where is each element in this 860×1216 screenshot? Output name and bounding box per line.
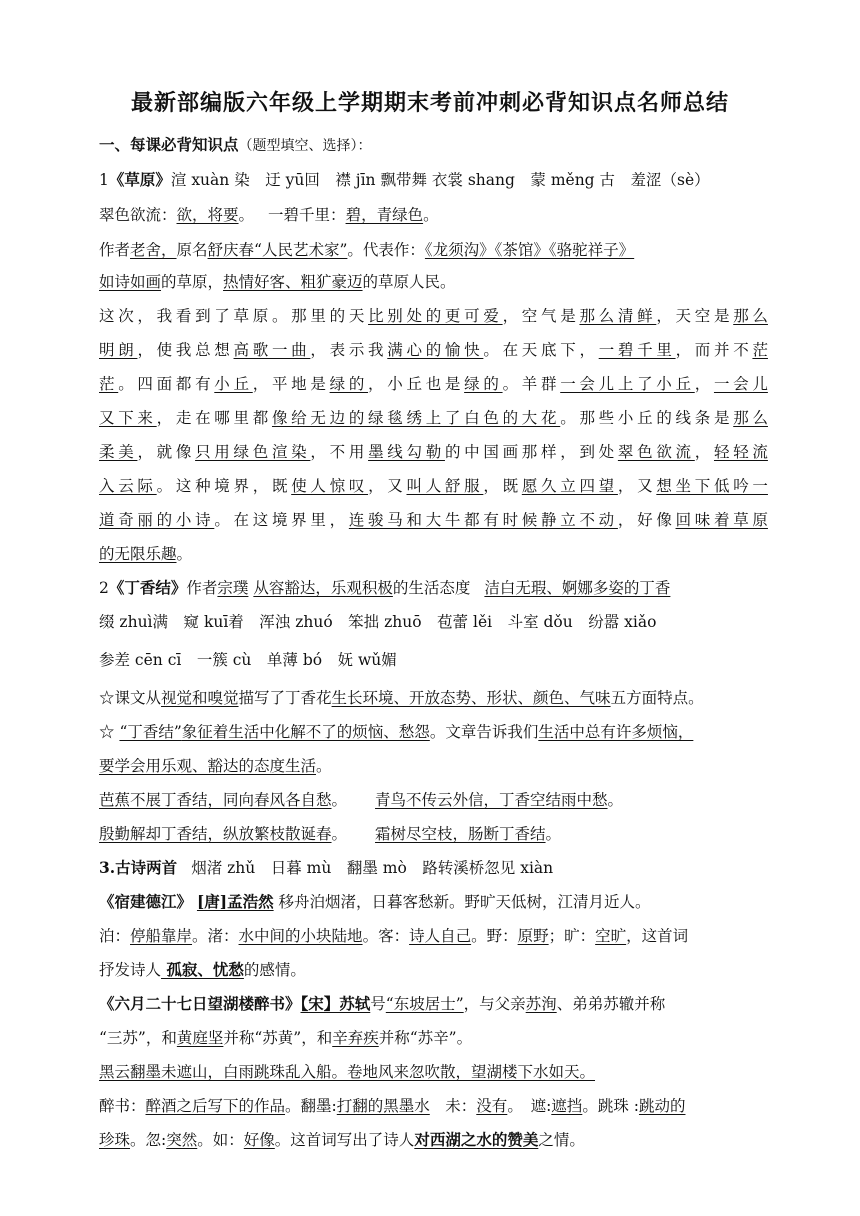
- text: 。: [176, 545, 193, 563]
- lesson2-star-line-2: [99, 720, 768, 742]
- key: 绿的: [329, 375, 369, 393]
- vocab-label: 翠色欲流：: [99, 206, 177, 224]
- key: 空旷: [595, 927, 627, 945]
- key: 墨线勾勒: [368, 443, 445, 461]
- text: ，表示我: [310, 341, 388, 359]
- text: ，好像: [617, 511, 676, 529]
- key: 又下来: [99, 409, 157, 427]
- text: 之情。: [538, 1131, 585, 1149]
- passage-line-2: [99, 338, 768, 360]
- text: 。: [423, 206, 439, 224]
- key: 一碧千里: [598, 341, 676, 359]
- lesson1-number: 1: [99, 171, 109, 189]
- text: 。客：: [362, 927, 410, 945]
- text: 作者: [186, 579, 218, 597]
- key: 原野: [517, 927, 549, 945]
- key: 想坐下低吟一: [656, 477, 768, 495]
- key: 黄庭坚: [176, 1029, 224, 1047]
- text: 。忽:: [130, 1131, 167, 1149]
- key: 好像: [243, 1131, 275, 1149]
- lesson2-number: 2: [99, 579, 109, 597]
- text: 、弟弟苏辙并称: [556, 995, 666, 1013]
- poem-quote: 青鸟不传云外信，丁香空结雨中愁: [375, 791, 608, 809]
- text: 。那些小丘的线条是: [560, 409, 734, 427]
- lesson2-title: 《丁香结》: [108, 578, 187, 597]
- poem-text: 黑云翻墨未遮山，白雨跳珠乱入船。卷地风来忽吹散，望湖楼下水如天。: [99, 1063, 596, 1081]
- section-heading-label: 一、每课必背知识点: [99, 135, 239, 154]
- poemA-notes-line: [99, 924, 768, 946]
- text: ☆课文从: [99, 689, 162, 707]
- text: ；旷：: [548, 927, 596, 945]
- text: 。: [607, 791, 624, 809]
- author-name: 宗璞: [217, 579, 249, 597]
- text: 。文章告诉我们: [429, 723, 539, 741]
- passage-line-4: [99, 406, 768, 428]
- lesson2-title-line: [99, 576, 768, 598]
- key: 那么: [733, 409, 768, 427]
- lesson3-title: 3.古诗两首: [99, 858, 178, 877]
- text: ，不用: [310, 443, 369, 461]
- key: 高歌一曲: [233, 341, 311, 359]
- poemB-title-line: [99, 992, 768, 1014]
- text: 。 遮:: [507, 1097, 552, 1115]
- key: 使人惊叹: [291, 477, 369, 495]
- key: 柔美: [99, 443, 138, 461]
- text: ，而并不: [675, 341, 753, 359]
- key: 辛弃疾: [332, 1029, 379, 1047]
- vocab-definition: 欲，将要: [176, 206, 239, 224]
- text: 的感情。: [243, 961, 306, 979]
- page-title: 最新部编版六年级上学期期末考前冲刺必背知识点名师总结: [130, 90, 729, 116]
- key: 视觉和嗅觉: [161, 689, 239, 707]
- text: 五方面特点。: [610, 689, 704, 707]
- poem-title: 《六月二十七日望湖楼醉书》: [99, 994, 301, 1013]
- key: 水中间的小块陆地: [238, 927, 363, 945]
- key: 停船靠岸: [130, 927, 193, 945]
- lesson2-star-line-3: [99, 754, 768, 776]
- text: 的草原，: [161, 273, 224, 291]
- text: ，又: [368, 477, 407, 495]
- key: 连骏马和大牛都有时候静立不动: [348, 511, 618, 529]
- key: 醉酒之后写下的作品: [145, 1097, 286, 1115]
- text: 并称“苏黄”，和: [223, 1029, 333, 1047]
- key: 像给无边的绿毯绣上了白色的大花: [271, 409, 561, 427]
- text: 这次，我看到了草原。那里的天: [99, 307, 369, 325]
- poemB-info-line: [99, 1026, 768, 1048]
- key: 愿久立四望: [521, 477, 618, 495]
- key: 茫: [99, 375, 119, 393]
- text: 醉书：: [99, 1097, 146, 1115]
- poem-quote: 殷勤解却丁香结，纵放繁枝散诞春: [99, 825, 332, 843]
- key: 对西湖之水的赞美: [414, 1130, 539, 1149]
- poem-text: 移舟泊烟渚，日暮客愁新。野旷天低树，江清月近人。: [273, 893, 651, 911]
- poem-quote: 芭蕉不展丁香结，同向春风各自愁: [99, 791, 332, 809]
- poem-title: 《宿建德江》: [99, 892, 193, 911]
- key: 生活中总有许多烦恼，: [538, 723, 694, 741]
- text: 。在天底下，: [483, 341, 599, 359]
- text: 。羊群: [502, 375, 561, 393]
- passage-line-5: [99, 440, 768, 462]
- poemB-notes-line-1: [99, 1094, 768, 1116]
- author-works: 《龙须沟》《茶馆》《骆驼祥子》: [424, 241, 635, 259]
- key: 那么清鲜: [579, 307, 657, 325]
- passage-line-8: [99, 542, 768, 564]
- text: 。在这境界里，: [214, 511, 349, 529]
- key: 只用绿色渲染: [195, 443, 311, 461]
- key: 那么: [733, 307, 768, 325]
- vocab-label: 一碧千里：: [268, 206, 346, 224]
- text: ，走在哪里都: [156, 409, 272, 427]
- text: 描写了丁香花: [238, 689, 332, 707]
- poemA-title-line: [99, 890, 768, 912]
- key: 珍珠: [99, 1131, 131, 1149]
- text: ，天空是: [656, 307, 734, 325]
- text: ，空气是: [502, 307, 580, 325]
- text: ，使我总想: [137, 341, 234, 359]
- lesson1-vocab-line: [99, 203, 768, 225]
- text: ，与父亲: [463, 995, 526, 1013]
- author-real-name: 舒庆春“人民艺术家”: [207, 241, 348, 259]
- text: 。渚：: [192, 927, 239, 945]
- section-heading-note: （题型填空、选择）：: [238, 138, 372, 154]
- text: 原名: [176, 241, 208, 259]
- text: ，平地是: [252, 375, 330, 393]
- text: ，小丘也是: [368, 375, 465, 393]
- lesson1-pinyin: 渲 xuàn 染 迂 yū回 襟 jīn 飘带舞 衣裳 shang 蒙 měng 古 羞涩（sè）: [170, 171, 710, 189]
- text: 的中国画那样，到处: [444, 443, 618, 461]
- lesson2-pinyin-line-1: 缀 zhuì满 窥 kuī着 浑浊 zhuó 笨拙 zhuō 苞蕾 lěi 斗室 dǒu 纷嚣 xiǎo: [99, 613, 657, 631]
- key: 的无限乐趣: [99, 545, 177, 563]
- poemB-notes-line-2: [99, 1128, 768, 1150]
- text: ☆: [99, 723, 120, 741]
- key: 突然: [166, 1131, 198, 1149]
- text: 的草原人民。: [362, 273, 456, 291]
- vocab-definition: 碧，青绿色: [345, 206, 424, 224]
- text: 。跳珠 :: [582, 1097, 639, 1115]
- text: 号: [370, 995, 386, 1013]
- text: 。: [545, 825, 562, 843]
- text: 的生活态度: [392, 579, 471, 597]
- key: 道奇丽的小诗: [99, 511, 215, 529]
- key: 叫人舒服: [406, 477, 484, 495]
- text: 作者: [99, 241, 131, 259]
- text: 。: [331, 825, 348, 843]
- key: 一会儿: [713, 375, 768, 393]
- text: 未：: [429, 1097, 477, 1115]
- summary-key: 热情好客、粗犷豪迈: [223, 273, 363, 291]
- key: 跳动的: [638, 1097, 686, 1115]
- poemB-text-line: [99, 1060, 768, 1082]
- key: 打翻的黑墨水: [336, 1097, 430, 1115]
- key: 遮挡: [551, 1097, 583, 1115]
- lesson2-pinyin-line-2: 参差 cēn cī 一簇 cù 单薄 bó 妩 wǔ媚: [99, 651, 397, 669]
- passage-line-6: [99, 474, 768, 496]
- text: ，既: [483, 477, 522, 495]
- text: ，又: [617, 477, 657, 495]
- key: 轻轻流: [713, 443, 768, 461]
- lesson1-title: 《草原》: [108, 170, 171, 189]
- text: 抒发诗人: [99, 961, 162, 979]
- key: “东坡居士”: [385, 995, 464, 1013]
- key: “丁香结”: [119, 723, 182, 741]
- key: 翠色欲流: [617, 443, 695, 461]
- key: 满心的愉快: [387, 341, 484, 359]
- key: 孤寂、忧愁: [161, 960, 244, 979]
- key: 诗人自己: [409, 927, 472, 945]
- key: 小丘: [214, 375, 253, 393]
- text: 。野：: [471, 927, 518, 945]
- section-heading: [99, 133, 768, 155]
- key: 比别处的更可爱: [368, 307, 503, 325]
- lesson1-summary-line: [99, 270, 768, 292]
- text: 并称“苏辛”。: [378, 1029, 473, 1047]
- text: 。这首词写出了诗人: [274, 1131, 415, 1149]
- text: 。这种境界，既: [156, 477, 292, 495]
- text: 。翻墨:: [285, 1097, 337, 1115]
- poem-author: [唐]孟浩然: [196, 892, 274, 911]
- passage-line-7: [99, 508, 768, 530]
- summary-key: 如诗如画: [99, 273, 162, 291]
- lesson2-poem-line-1: [99, 788, 768, 810]
- key: 从容豁达，乐观积极: [253, 579, 393, 597]
- lesson2-poem-line-2: [99, 822, 768, 844]
- text: 。: [331, 791, 348, 809]
- text: 。如：: [197, 1131, 244, 1149]
- lesson3-pinyin: 烟渚 zhǔ 日暮 mù 翻墨 mò 路转溪桥忽见 xiàn: [191, 859, 554, 877]
- poem-quote: 霜树尽空枝，肠断丁香结: [375, 825, 546, 843]
- key: 绿的: [464, 375, 503, 393]
- text: ，这首词: [626, 927, 689, 945]
- text: ，: [694, 375, 714, 393]
- text: 。四面都有: [118, 375, 215, 393]
- text: 。代表作：: [347, 241, 425, 259]
- lesson2-star-line-1: [99, 686, 768, 708]
- key: 茫: [752, 341, 768, 359]
- poemA-emotion-line: [99, 958, 768, 980]
- text: 泊：: [99, 927, 131, 945]
- text: 。: [238, 206, 255, 224]
- key: 明朗: [99, 341, 138, 359]
- lesson3-heading-line: [99, 856, 768, 878]
- key: 洁白无瑕、婀娜多姿的丁香: [484, 579, 671, 597]
- key: 回味着草原: [675, 511, 768, 529]
- lesson1-pinyin-line: [99, 168, 768, 190]
- key: 入云际: [99, 477, 157, 495]
- poem-author: 【宋】苏轼: [300, 994, 371, 1013]
- passage-line-1: [99, 304, 768, 326]
- key: 象征着生活中化解不了的烦恼、愁怨: [181, 723, 430, 741]
- key: 生长环境、开放态势、形状、颜色、气味: [331, 689, 611, 707]
- text: 。: [316, 757, 332, 775]
- key: 一会儿上了小丘: [560, 375, 695, 393]
- text: ，就像: [137, 443, 196, 461]
- text: “三苏”，和: [99, 1029, 177, 1047]
- passage-line-3: [99, 372, 768, 394]
- lesson1-author-line: [99, 238, 768, 260]
- text: ，: [694, 443, 714, 461]
- key: 苏洵: [525, 995, 557, 1013]
- key: 要学会用乐观、豁达的态度生活: [99, 757, 317, 775]
- author-name: 老舍，: [130, 241, 177, 259]
- key: 没有: [476, 1097, 508, 1115]
